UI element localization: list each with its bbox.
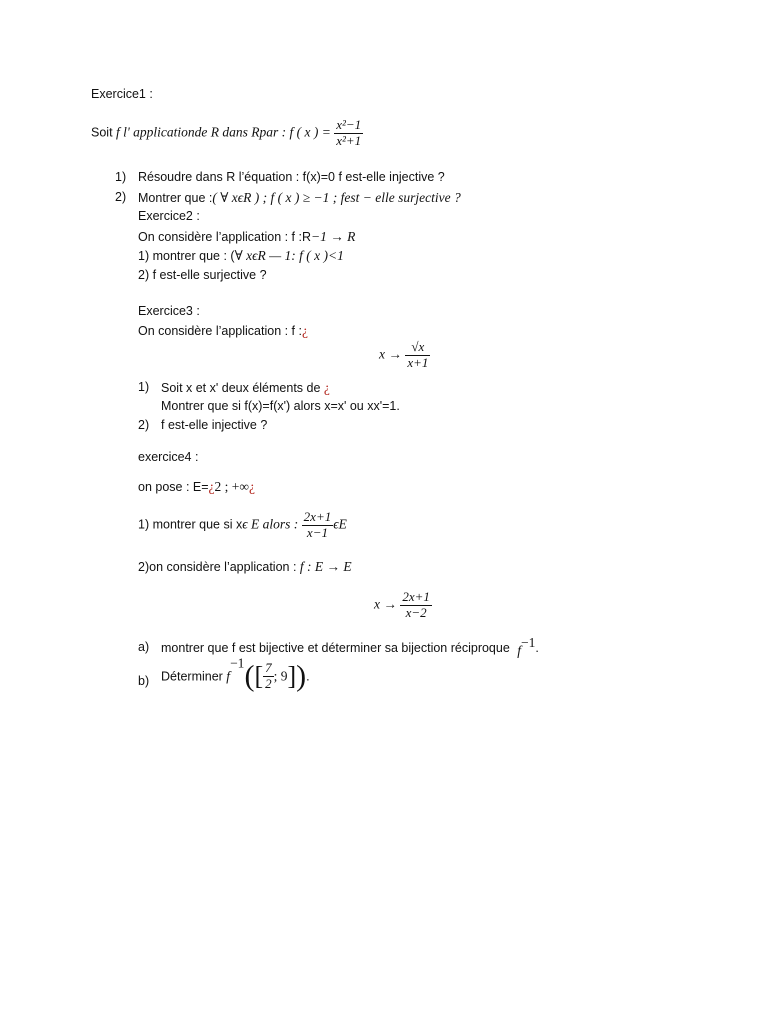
ex2-line-1-text: On considère l’application : f :R xyxy=(138,230,312,244)
ex2-line-2-text: 1) montrer que : ( xyxy=(138,249,235,263)
ex3-fraction-denominator: x+1 xyxy=(407,354,429,370)
ex4-item-a-f: f xyxy=(517,643,522,658)
ex4-item-a-end: . xyxy=(535,641,539,655)
ex4-mapping-fraction xyxy=(400,590,432,621)
ex4-item-b xyxy=(161,655,310,693)
ex4-q1-text: 1) montrer que si x xyxy=(138,517,243,532)
ex4-item-b-f: f xyxy=(226,668,231,684)
ex3-item-1 xyxy=(161,380,330,396)
intro-fraction-denominator: x²+1 xyxy=(336,132,362,148)
intro-fraction-numerator: x²−1 xyxy=(336,117,362,132)
ex1-item-1-number: 1) xyxy=(115,170,127,184)
exercise1-title: Exercice1 : xyxy=(91,87,153,101)
ex4-map-denominator: x−2 xyxy=(405,604,427,620)
ex3-mapping-x: x → xyxy=(379,346,402,362)
ex4-question-1 xyxy=(138,510,347,541)
right-bracket: ] xyxy=(287,661,297,691)
ex4-q2-text: 2)on considère l’application : xyxy=(138,560,300,574)
ex4-pose xyxy=(138,479,255,495)
ex4-q2-math: f : E → E xyxy=(299,559,352,574)
ex4-b-denominator: 2 xyxy=(265,675,272,691)
ex4-map-numerator: 2x+1 xyxy=(402,589,430,604)
intro-math: f l' applicationde R dans Rpar : f ( x ) = xyxy=(116,124,335,140)
ex3-fraction-numerator: √x xyxy=(405,340,430,356)
ex4-q1-math: ϵ E alors : xyxy=(242,516,302,532)
ex2-line-1 xyxy=(138,229,355,245)
ex4-item-a-text: montrer que f est bijective et déterminer sa bijection réciproque xyxy=(161,641,510,655)
ex2-line-2-math: ∀ xϵR — 1: f ( x )<1 xyxy=(234,248,344,263)
exercise2-title: Exercice2 : xyxy=(138,209,200,223)
missing-glyph: ¿ xyxy=(301,323,308,338)
missing-glyph: ¿ xyxy=(323,380,330,395)
ex4-q1-denominator: x−1 xyxy=(306,524,328,540)
ex1-item-2 xyxy=(138,190,461,206)
ex1-item-2-number: 2) xyxy=(115,190,127,204)
ex4-item-a-sup: −1 xyxy=(521,634,536,650)
ex4-item-b-number: b) xyxy=(138,674,150,688)
ex3-item-1-number: 1) xyxy=(138,380,150,394)
ex3-item-2-number: 2) xyxy=(138,418,150,432)
missing-glyph: ¿ xyxy=(249,479,256,494)
missing-glyph: ¿ xyxy=(208,479,215,494)
ex4-q1-fraction xyxy=(302,510,334,541)
ex2-line-1-math: −1 → R xyxy=(311,229,356,244)
ex2-line-2 xyxy=(138,248,344,264)
exercise3-title: Exercice3 : xyxy=(138,304,200,318)
ex4-q1-tail: ϵE xyxy=(333,516,347,532)
ex4-item-a xyxy=(161,634,539,658)
ex4-question-2 xyxy=(138,559,352,575)
ex4-item-b-text: Déterminer xyxy=(161,669,227,684)
exercise1-intro xyxy=(91,118,363,149)
ex4-mapping xyxy=(374,590,432,621)
ex3-item-2-text: f est-elle injective ? xyxy=(161,418,268,432)
ex1-item-2-text: Montrer que : xyxy=(138,191,213,205)
ex3-item-1-continuation: Montrer que si f(x)=f(x') alors x=x' ou xx'=1. xyxy=(161,399,400,413)
ex4-item-a-number: a) xyxy=(138,640,150,654)
ex3-item-1-text: Soit x et x' deux éléments de xyxy=(161,381,324,395)
ex4-item-b-end: . xyxy=(306,669,310,684)
ex2-line-3: 2) f est-elle surjective ? xyxy=(138,268,267,282)
exercise4-title: exercice4 : xyxy=(138,450,199,464)
right-paren: ) xyxy=(296,659,307,693)
ex3-line-1-text: On considère l’application : f : xyxy=(138,324,302,338)
ex4-pose-math: 2 ; +∞ xyxy=(214,479,250,494)
ex4-item-b-fraction xyxy=(263,661,274,692)
ex1-item-1-text: Résoudre dans R l’équation : f(x)=0 f est-elle injective ? xyxy=(138,170,445,184)
ex3-mapping-fraction xyxy=(405,340,430,371)
ex1-item-2-math: ( ∀ xϵR ) ; f ( x ) ≥ −1 ; fest − elle surjective ? xyxy=(212,190,461,205)
ex4-pose-text: on pose : E= xyxy=(138,480,209,494)
ex4-q1-numerator: 2x+1 xyxy=(303,509,332,524)
ex3-mapping xyxy=(379,340,430,371)
ex4-b-numerator: 7 xyxy=(265,660,272,675)
left-paren: ( xyxy=(244,659,255,693)
ex3-line-1 xyxy=(138,323,308,339)
ex4-item-b-sup: −1 xyxy=(230,655,245,671)
ex4-item-b-tail: ; 9 xyxy=(273,668,288,684)
left-bracket: [ xyxy=(254,661,264,691)
ex4-mapping-x: x → xyxy=(374,596,397,612)
intro-fraction xyxy=(334,118,363,149)
intro-prefix: Soit xyxy=(91,125,117,140)
